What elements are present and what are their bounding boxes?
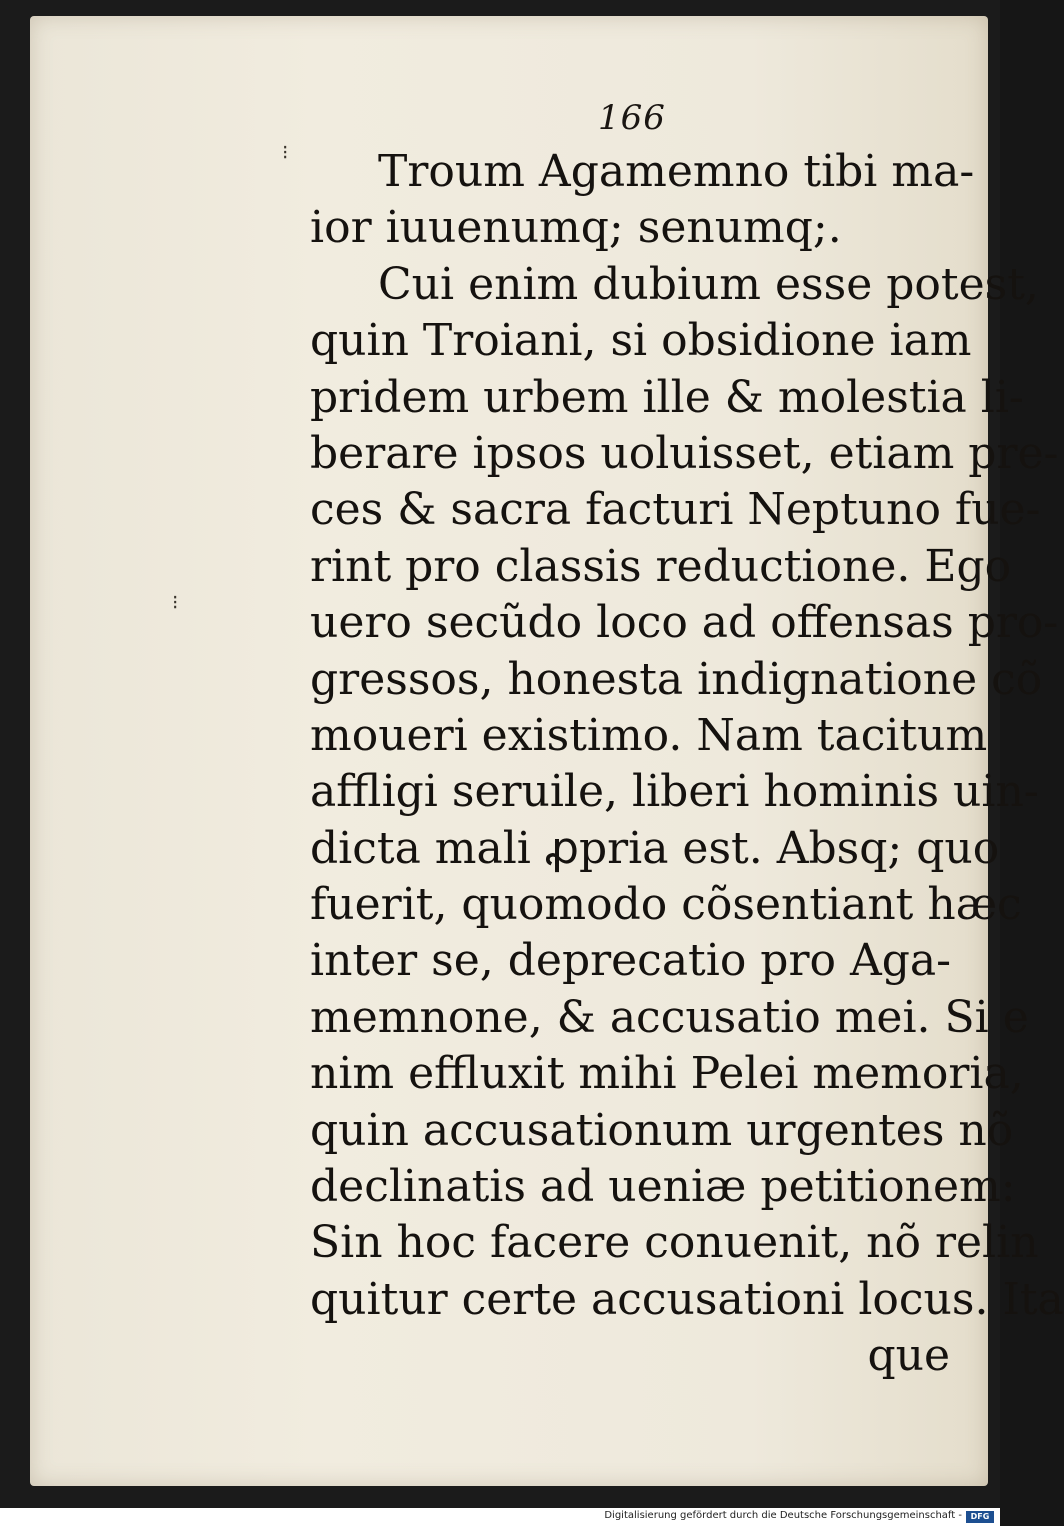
text-line: affligi seruile, liberi hominis uin- [310,766,1039,818]
text-line: berare ipsos uoluisset, etiam pre- [310,427,1059,479]
text-line: fuerit, quomodo cõsentiant hæc [310,879,1022,931]
text-line: gressos, honesta indignatione cõ [310,653,1043,705]
dfg-logo-icon: DFG [966,1511,994,1523]
text-line: dicta mali ꝓpria est. Absq; quo [310,822,1000,874]
text-line: inter se, deprecatio pro Aga- [310,935,952,987]
text-line: quin accusationum urgentes nõ [310,1104,1014,1156]
margin-mark-icon: ⁝ [282,140,289,164]
text-line: declinatis ad ueniæ petitionem: [310,1161,1016,1213]
text-line: ces & sacra facturi Neptuno fue- [310,484,1041,536]
text-line: moueri existimo. Nam tacitum [310,709,988,761]
text-line: pridem urbem ille & molestia li- [310,371,1024,423]
text-line: Troum Agamemno tibi ma- [378,146,975,197]
page-number: 166 [598,98,666,138]
text-line: memnone, & accusatio mei. Si e [310,991,1029,1043]
footer-bar [0,1508,1000,1526]
text-line: ior iuuenumq; senumq;. [310,202,842,254]
text-line: nim effluxit mihi Pelei memoria, [310,1048,1024,1100]
text-line: uero secũdo loco ad offensas pro- [310,597,1059,649]
funding-note: Digitalisierung gefördert durch die Deutsche Forschungsgemeinschaft - [604,1510,962,1521]
text-line: rint pro classis reductione. Ego [310,540,1012,592]
text-line: Cui enim dubium esse potest, [378,258,1039,310]
text-line: quin Troiani, si obsidione iam [310,315,972,367]
text-block [310,144,1064,1385]
text-line: Sin hoc facere conuenit, nõ relin [310,1217,1039,1269]
margin-mark-icon: ⁝ [172,590,179,614]
text-line: que [867,1330,950,1382]
text-line: quitur certe accusationi locus. Ita [310,1273,1064,1325]
book-page [30,16,1064,1486]
